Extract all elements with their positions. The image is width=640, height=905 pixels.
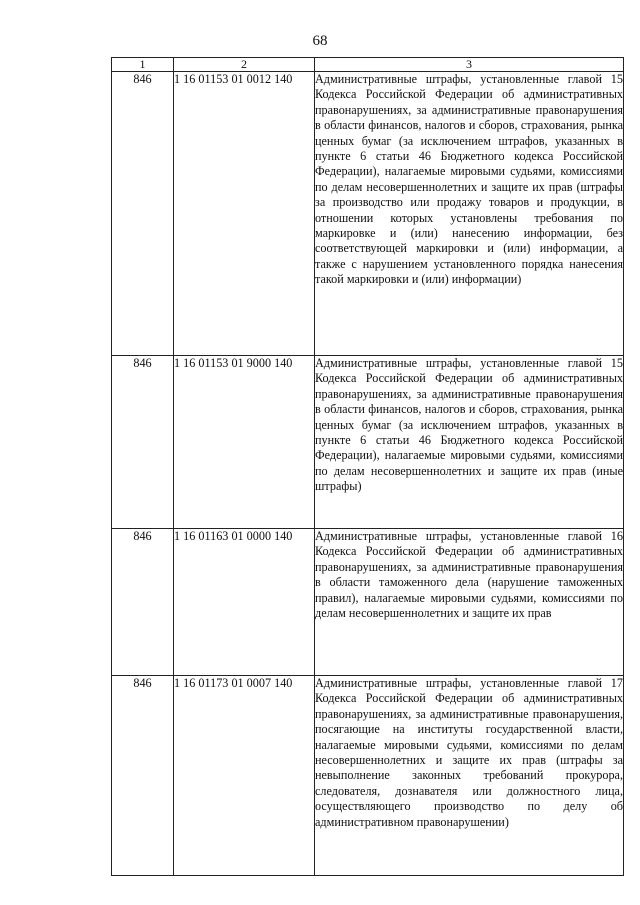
header-row	[112, 58, 624, 72]
administrator-code: 846	[112, 356, 174, 529]
budget-classification-code: 1 16 01163 01 0000 140	[174, 529, 315, 676]
header-col-3: 3	[315, 58, 624, 72]
table-row	[112, 356, 624, 529]
revenue-codes-table	[111, 57, 624, 876]
table-row	[112, 72, 624, 356]
table-row	[112, 676, 624, 876]
revenue-description: Административные штрафы, установленные главой 17 Кодекса Российской Федерации об административных правонарушениях, за административные правонарушения, посягающие на институты государственной власти, налагаемые мировыми судьями, комиссиями по делам несовершеннолетних и защите их прав (штрафы за невыполнение законных требований прокурора, следователя, дознавателя или должностного лица, осуществляющего производство по делу об административном правонарушении)	[315, 676, 624, 876]
page-number: 68	[312, 33, 328, 49]
revenue-description: Административные штрафы, установленные главой 15 Кодекса Российской Федерации об административных правонарушениях, за административные правонарушения в области финансов, налогов и сборов, страхования, рынка ценных бумаг (за исключением штрафов, указанных в пункте 6 статьи 46 Бюджетного кодекса Российской Федерации), налагаемые мировыми судьями, комиссиями по делам несовершеннолетних и защите их прав (штрафы за производство или продажу товаров и продукции, в отношении которых установлены требования по маркировке и (или) нанесению информации, без соответствующей маркировки и (или) информации, а также с нарушением установленного порядка нанесения такой маркировки и (или) информации)	[315, 72, 624, 356]
revenue-description: Административные штрафы, установленные главой 16 Кодекса Российской Федерации об административных правонарушениях, за административные правонарушения в области таможенного дела (нарушение таможенных правил), налагаемые мировыми судьями, комиссиями по делам несовершеннолетних и защите их прав	[315, 529, 624, 676]
revenue-description: Административные штрафы, установленные главой 15 Кодекса Российской Федерации об административных правонарушениях, за административные правонарушения в области финансов, налогов и сборов, страхования, рынка ценных бумаг (за исключением штрафов, указанных в пункте 6 статьи 46 Бюджетного кодекса Российской Федерации), налагаемые мировыми судьями, комиссиями по делам несовершеннолетних и защите их прав (иные штрафы)	[315, 356, 624, 529]
header-col-1: 1	[112, 58, 174, 72]
budget-classification-code: 1 16 01173 01 0007 140	[174, 676, 315, 876]
administrator-code: 846	[112, 676, 174, 876]
header-col-2: 2	[174, 58, 315, 72]
table-row	[112, 529, 624, 676]
budget-classification-code: 1 16 01153 01 9000 140	[174, 356, 315, 529]
budget-classification-code: 1 16 01153 01 0012 140	[174, 72, 315, 356]
administrator-code: 846	[112, 529, 174, 676]
administrator-code: 846	[112, 72, 174, 356]
